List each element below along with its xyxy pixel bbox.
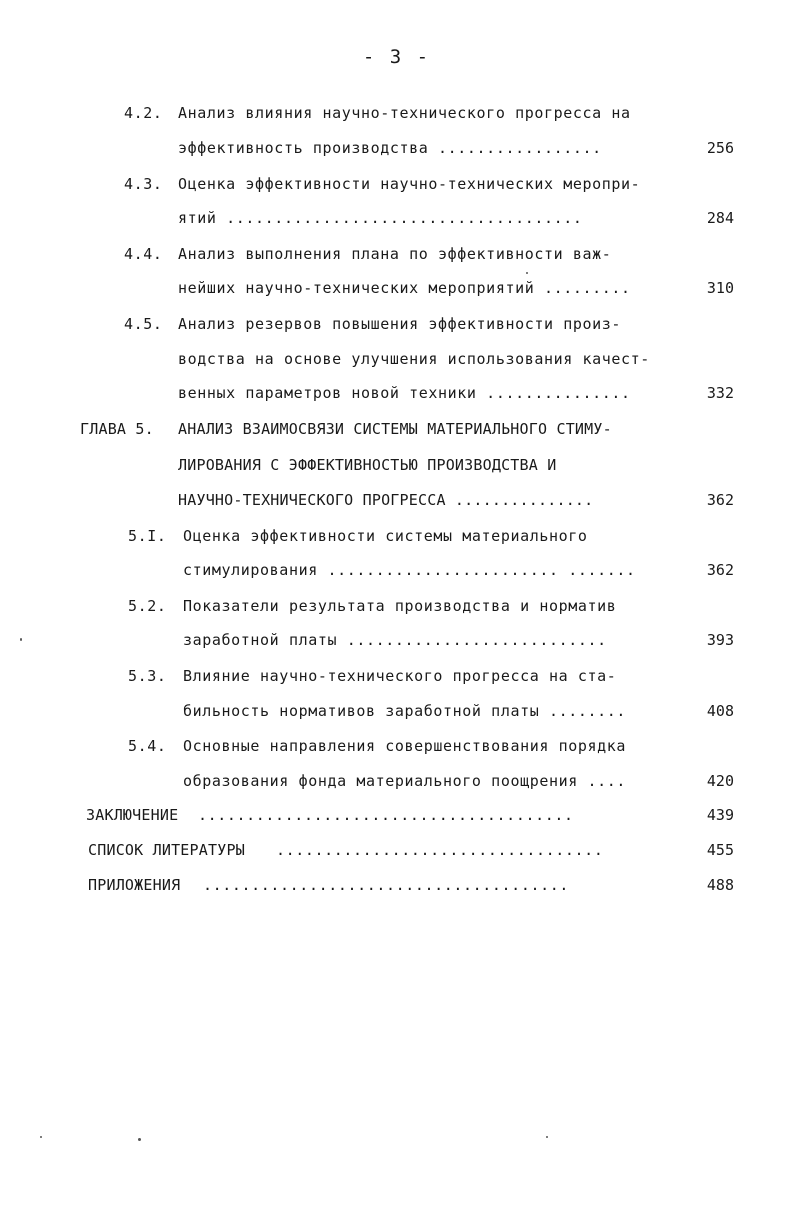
toc-title-line: Показатели результата производства и норматив xyxy=(183,597,617,615)
toc-label: ЗАКЛЮЧЕНИЕ xyxy=(86,806,179,824)
toc-number: 5.2. xyxy=(128,597,167,615)
toc-title-line: Анализ выполнения плана по эффективности важ- xyxy=(178,245,612,263)
toc-number: 5.4. xyxy=(128,737,167,755)
toc-leader-dots: ...................................... xyxy=(203,876,569,894)
toc-title-line: эффективность производства ................. xyxy=(178,139,602,157)
toc-title-line: заработной платы ........................... xyxy=(183,631,607,649)
toc-page-ref: 420 xyxy=(706,772,734,790)
toc-number: 4.2. xyxy=(124,104,163,122)
toc-label: ПРИЛОЖЕНИЯ xyxy=(88,876,181,894)
toc-chapter-title-line: АНАЛИЗ ВЗАИМОСВЯЗИ СИСТЕМЫ МАТЕРИАЛЬНОГО СТИМУ- xyxy=(178,420,612,438)
toc-title-line: Оценка эффективности системы материального xyxy=(183,527,588,545)
toc-number: 5.I. xyxy=(128,527,167,545)
scan-speck xyxy=(546,1136,548,1138)
toc-title-line: Оценка эффективности научно-технических меропри- xyxy=(178,175,641,193)
toc-leader-dots: .................................. xyxy=(276,841,604,859)
toc-title-line: Анализ резервов повышения эффективности произ- xyxy=(178,315,622,333)
toc-number: 4.4. xyxy=(124,245,163,263)
toc-title-line: Основные направления совершенствования порядка xyxy=(183,737,627,755)
scan-speck xyxy=(526,272,528,274)
page-number: - 3 - xyxy=(362,46,431,68)
toc-chapter-title-line: ЛИРОВАНИЯ С ЭФФЕКТИВНОСТЬЮ ПРОИЗВОДСТВА И xyxy=(178,456,557,474)
toc-label: СПИСОК ЛИТЕРАТУРЫ xyxy=(88,841,245,859)
toc-leader-dots: ....................................... xyxy=(198,806,574,824)
toc-title-line: нейших научно-технических мероприятий ......... xyxy=(178,279,631,297)
toc-number: 5.3. xyxy=(128,667,167,685)
toc-chapter-title-line: НАУЧНО-ТЕХНИЧЕСКОГО ПРОГРЕССА ............... xyxy=(178,491,594,509)
toc-chapter-number: ГЛАВА 5. xyxy=(80,420,154,438)
toc-title-line: бильность нормативов заработной платы ........ xyxy=(183,702,627,720)
toc-title-line: водства на основе улучшения использования качест- xyxy=(178,350,650,368)
toc-page-ref: 362 xyxy=(706,491,734,509)
toc-page-ref: 393 xyxy=(706,631,734,649)
toc-number: 4.3. xyxy=(124,175,163,193)
toc-page-ref: 455 xyxy=(706,841,734,859)
toc-page-ref: 362 xyxy=(706,561,734,579)
toc-page-ref: 439 xyxy=(706,806,734,824)
toc-number: 4.5. xyxy=(124,315,163,333)
scan-speck xyxy=(20,638,22,641)
toc-page-ref: 332 xyxy=(706,384,734,402)
toc-title-line: Анализ влияния научно-технического прогресса на xyxy=(178,104,631,122)
toc-title-line: Влияние научно-технического прогресса на ста- xyxy=(183,667,617,685)
toc-page-ref: 488 xyxy=(706,876,734,894)
scan-speck xyxy=(138,1138,141,1141)
toc-page-ref: 310 xyxy=(706,279,734,297)
toc-page-ref: 284 xyxy=(706,209,734,227)
scan-speck xyxy=(40,1136,42,1138)
toc-title-line: венных параметров новой техники ............... xyxy=(178,384,631,402)
toc-title-line: ятий ..................................... xyxy=(178,209,583,227)
toc-title-line: образования фонда материального поощрения .... xyxy=(183,772,627,790)
toc-page-ref: 256 xyxy=(706,139,734,157)
toc-title-line: стимулирования ........................ ....... xyxy=(183,561,636,579)
toc-page-ref: 408 xyxy=(706,702,734,720)
